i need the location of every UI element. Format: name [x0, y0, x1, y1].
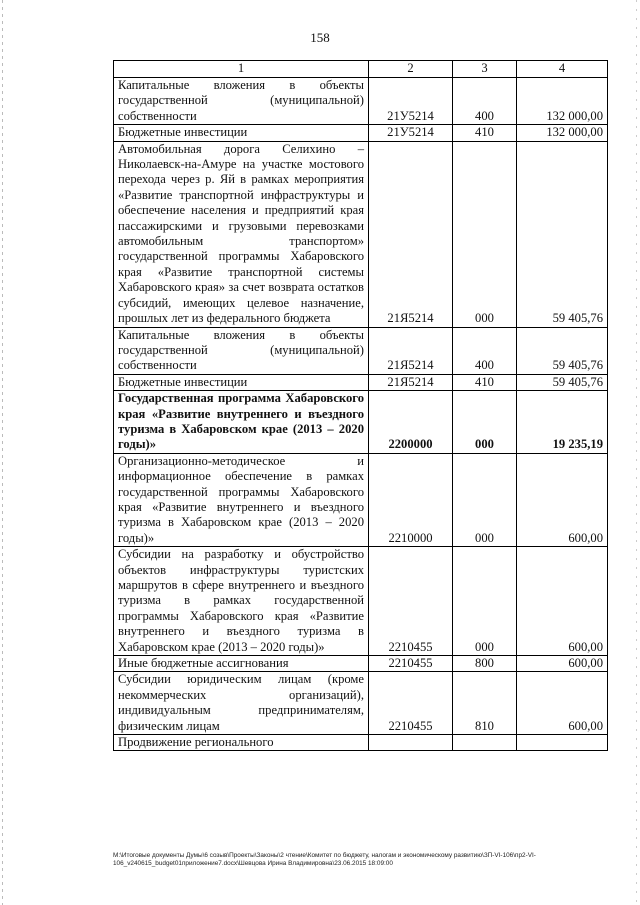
- table-row: [114, 547, 608, 656]
- table-header-row: [114, 61, 608, 78]
- row-name-cell: Капитальные вложения в объекты государственной (муниципальной) собственности: [114, 327, 369, 374]
- row-expense-type-cell: 410: [453, 374, 517, 390]
- page-number: 158: [310, 30, 330, 45]
- row-expense-type-cell: 410: [453, 125, 517, 141]
- header-cell-vr: 3: [453, 61, 517, 78]
- table-row: [114, 327, 608, 374]
- row-code-cell: 21У5214: [369, 78, 453, 125]
- header-cell-name: 1: [114, 61, 369, 78]
- table-row: [114, 125, 608, 141]
- row-expense-type-cell: 000: [453, 391, 517, 454]
- row-name-cell: Субсидии на разработку и обустройство объектов инфраструктуры туристских маршрутов в сфере внутреннего и въездного туризма в рамках государственной программы Хабаровского края «Развитие внутреннего и въездного туризма в Хабаровском крае (2013 – 2020 годы)»: [114, 547, 369, 656]
- table-row: [114, 78, 608, 125]
- row-name-cell: Государственная программа Хабаровского края «Развитие внутреннего и въездного туризма в Хабаровском крае (2013 – 2020 годы)»: [114, 391, 369, 454]
- row-expense-type-cell: 000: [453, 547, 517, 656]
- budget-table-body: [114, 61, 608, 751]
- row-expense-type-cell: 000: [453, 453, 517, 546]
- row-name-cell: Капитальные вложения в объекты государственной (муниципальной) собственности: [114, 78, 369, 125]
- table-row: [114, 656, 608, 672]
- row-code-cell: 2210455: [369, 547, 453, 656]
- scan-edge-left: [2, 0, 3, 905]
- table-row: [114, 735, 608, 751]
- row-expense-type-cell: 810: [453, 672, 517, 735]
- table-row: [114, 391, 608, 454]
- row-code-cell: 21Я5214: [369, 374, 453, 390]
- row-expense-type-cell: 800: [453, 656, 517, 672]
- row-name-cell: Организационно-методическое и информационное обеспечение в рамках государственной программы Хабаровского края «Развитие внутреннего и въездного туризма в Хабаровском крае (2013 – 2020 годы)»: [114, 453, 369, 546]
- row-name-cell: Автомобильная дорога Селихино – Николаевск-на-Амуре на участке мостового перехода через р. Яй в рамках мероприятия «Развитие транспортной инфраструктуры и обеспечение населения и предприятий края пассажирскими и грузовыми перевозками автомобильным транспортом» государственной программы Хабаровского края «Развитие транспортной системы Хабаровского края» за счет возврата остатков субсидий, имеющих целевое назначение, прошлых лет из федерального бюджета: [114, 141, 369, 327]
- row-code-cell: 21Я5214: [369, 327, 453, 374]
- row-code-cell: 21Я5214: [369, 141, 453, 327]
- row-code-cell: 2210455: [369, 672, 453, 735]
- row-sum-cell: 600,00: [517, 453, 608, 546]
- document-path-footer: M:\Итоговые документы Думы\6 созыв\Проекты\Законы\2 чтение\Комитет по бюджету, налогам и экономическому развитию\ЗП-VI-106\пр2-VI-106_v240615_budget01приложение7.docx\Шевцова Ирина Владимировна\23.06.2015 18:09:00: [113, 852, 536, 867]
- row-sum-cell: 132 000,00: [517, 125, 608, 141]
- row-code-cell: 2210455: [369, 656, 453, 672]
- row-name-cell: Иные бюджетные ассигнования: [114, 656, 369, 672]
- table-row: [114, 374, 608, 390]
- row-sum-cell: 600,00: [517, 547, 608, 656]
- table-row: [114, 453, 608, 546]
- row-expense-type-cell: 400: [453, 327, 517, 374]
- row-name-cell: Бюджетные инвестиции: [114, 125, 369, 141]
- row-code-cell: 21У5214: [369, 125, 453, 141]
- row-sum-cell: 19 235,19: [517, 391, 608, 454]
- table-row: [114, 672, 608, 735]
- header-cell-code: 2: [369, 61, 453, 78]
- row-sum-cell: 132 000,00: [517, 78, 608, 125]
- row-code-cell: 2210000: [369, 453, 453, 546]
- header-cell-sum: 4: [517, 61, 608, 78]
- table-row: [114, 141, 608, 327]
- row-code-cell: 2200000: [369, 391, 453, 454]
- row-sum-cell: 59 405,76: [517, 374, 608, 390]
- scan-edge-right: [636, 0, 637, 905]
- row-sum-cell: 600,00: [517, 672, 608, 735]
- row-sum-cell: 600,00: [517, 656, 608, 672]
- budget-table: [113, 60, 608, 751]
- row-name-cell: Бюджетные инвестиции: [114, 374, 369, 390]
- row-code-cell: [369, 735, 453, 751]
- row-sum-cell: [517, 735, 608, 751]
- row-name-cell: Субсидии юридическим лицам (кроме некоммерческих организаций), индивидуальным предпринимателям, физическим лицам: [114, 672, 369, 735]
- row-expense-type-cell: 000: [453, 141, 517, 327]
- row-expense-type-cell: [453, 735, 517, 751]
- row-name-cell: Продвижение регионального: [114, 735, 369, 751]
- row-expense-type-cell: 400: [453, 78, 517, 125]
- row-sum-cell: 59 405,76: [517, 141, 608, 327]
- row-sum-cell: 59 405,76: [517, 327, 608, 374]
